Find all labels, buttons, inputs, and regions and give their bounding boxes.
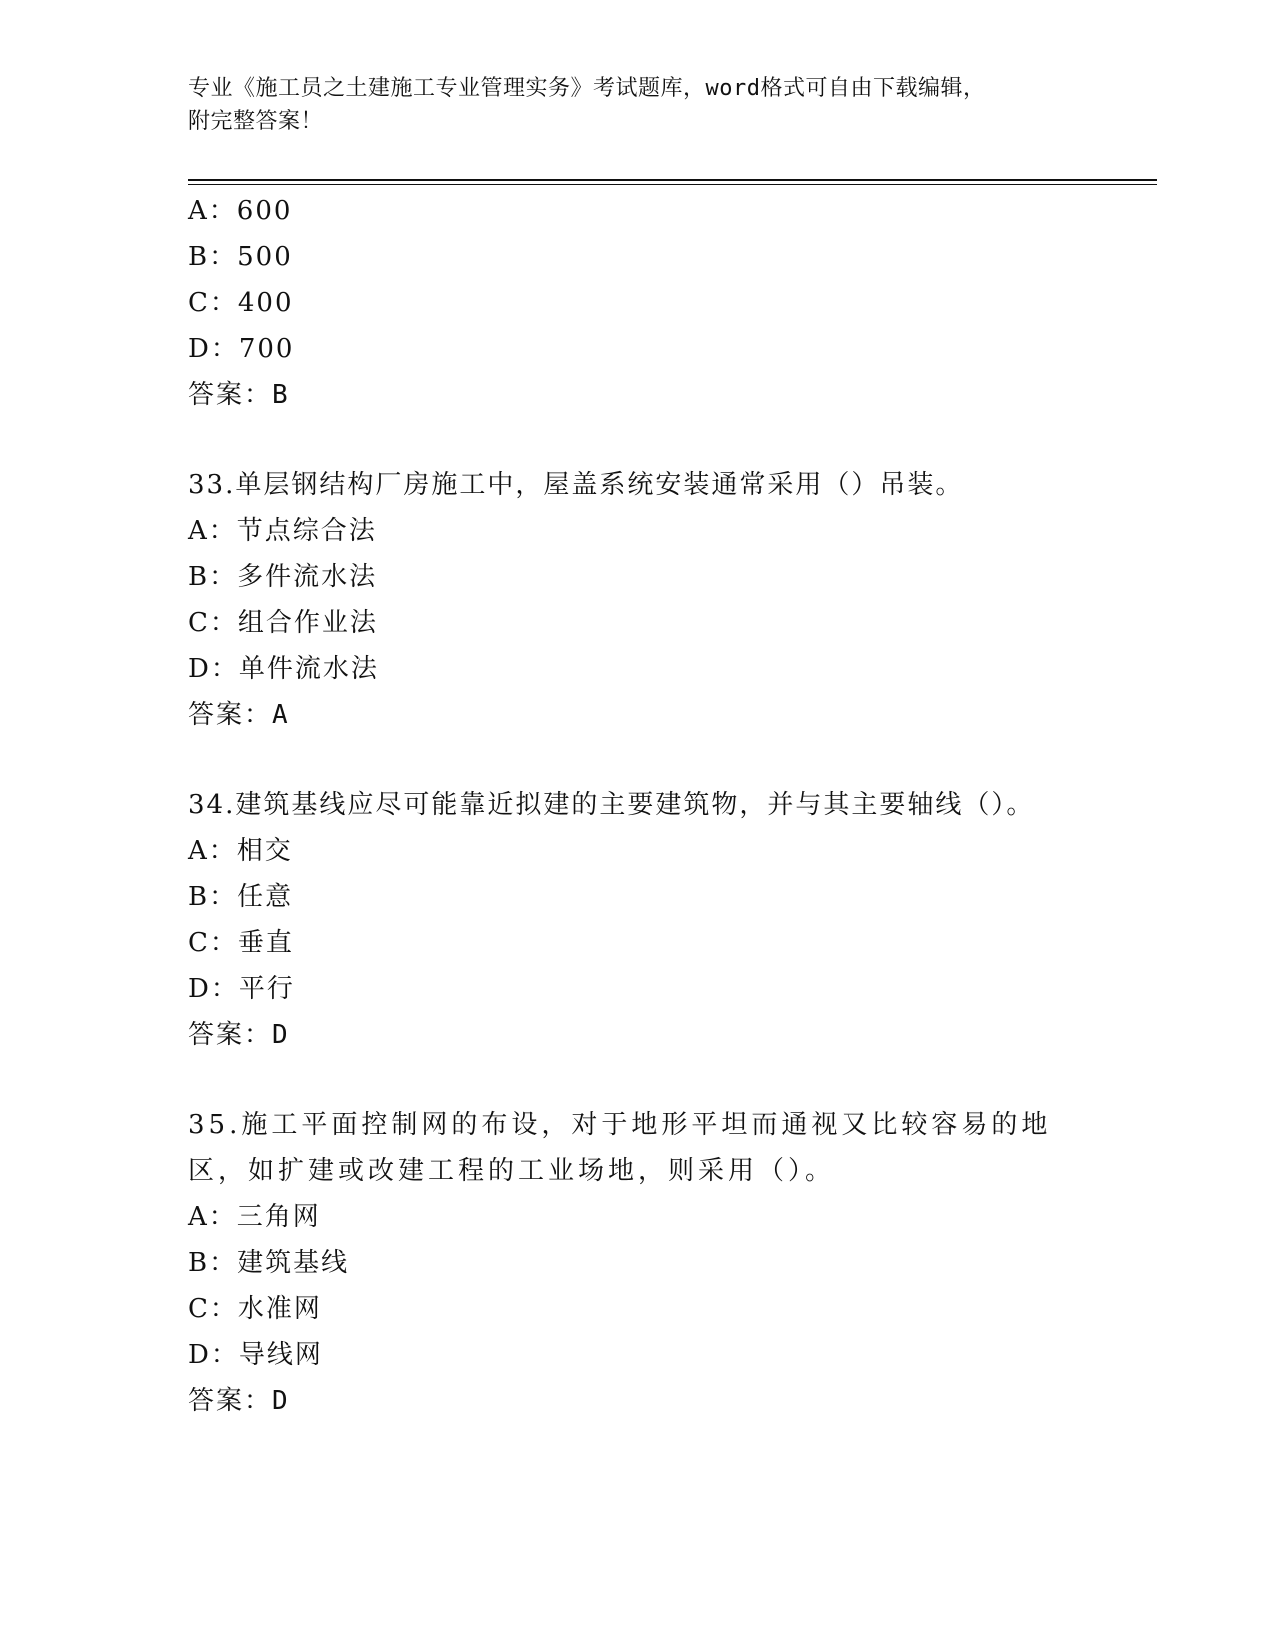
option-d: D：700	[188, 334, 295, 364]
answer-line	[188, 1378, 1088, 1424]
option-b: B：500	[188, 242, 293, 272]
question-stem: 35.施工平面控制网的布设，对于地形平坦而通视又比较容易的地区，如扩建或改建工程的工业场地，则采用（）。	[188, 1110, 1052, 1186]
header-line-1: 专业《施工员之土建施工专业管理实务》考试题库，word格式可自由下载编辑，	[188, 76, 986, 101]
question-35	[188, 1102, 1088, 1424]
header-divider-thin	[188, 184, 1157, 185]
document-header	[188, 72, 1088, 138]
option-b: B：任意	[188, 882, 294, 912]
answer-line	[188, 1012, 1088, 1058]
answer-label: 答案：	[188, 700, 273, 730]
answer-label: 答案：	[188, 1020, 273, 1050]
answer-value: D	[272, 1020, 290, 1050]
answer-value: B	[272, 380, 290, 410]
answer-value: A	[272, 700, 290, 730]
question-list	[188, 188, 1088, 1424]
option-a: A：三角网	[188, 1202, 321, 1232]
option-c: C：组合作业法	[188, 608, 378, 638]
option-b: B：多件流水法	[188, 562, 378, 592]
option-b: B：建筑基线	[188, 1248, 350, 1278]
question-34	[188, 782, 1088, 1058]
option-d: D：导线网	[188, 1340, 323, 1370]
answer-label: 答案：	[188, 380, 273, 410]
option-c: C：水准网	[188, 1294, 322, 1324]
answer-line	[188, 692, 1088, 738]
answer-line	[188, 372, 1088, 418]
header-divider-thick	[188, 179, 1157, 181]
option-a: A：相交	[188, 836, 293, 866]
question-stem: 34.建筑基线应尽可能靠近拟建的主要建筑物，并与其主要轴线（）。	[188, 790, 1035, 820]
option-a: A：节点综合法	[188, 516, 377, 546]
option-d: D：单件流水法	[188, 654, 379, 684]
option-c: C：垂直	[188, 928, 294, 958]
answer-value: D	[272, 1386, 290, 1416]
header-line-2: 附完整答案！	[188, 109, 324, 134]
question-33	[188, 462, 1088, 738]
option-c: C：400	[188, 288, 294, 318]
option-a: A：600	[188, 196, 293, 226]
question-stem: 33.单层钢结构厂房施工中，屋盖系统安装通常采用（）吊装。	[188, 470, 964, 500]
answer-label: 答案：	[188, 1386, 273, 1416]
option-d: D：平行	[188, 974, 295, 1004]
question-32	[188, 188, 1088, 418]
